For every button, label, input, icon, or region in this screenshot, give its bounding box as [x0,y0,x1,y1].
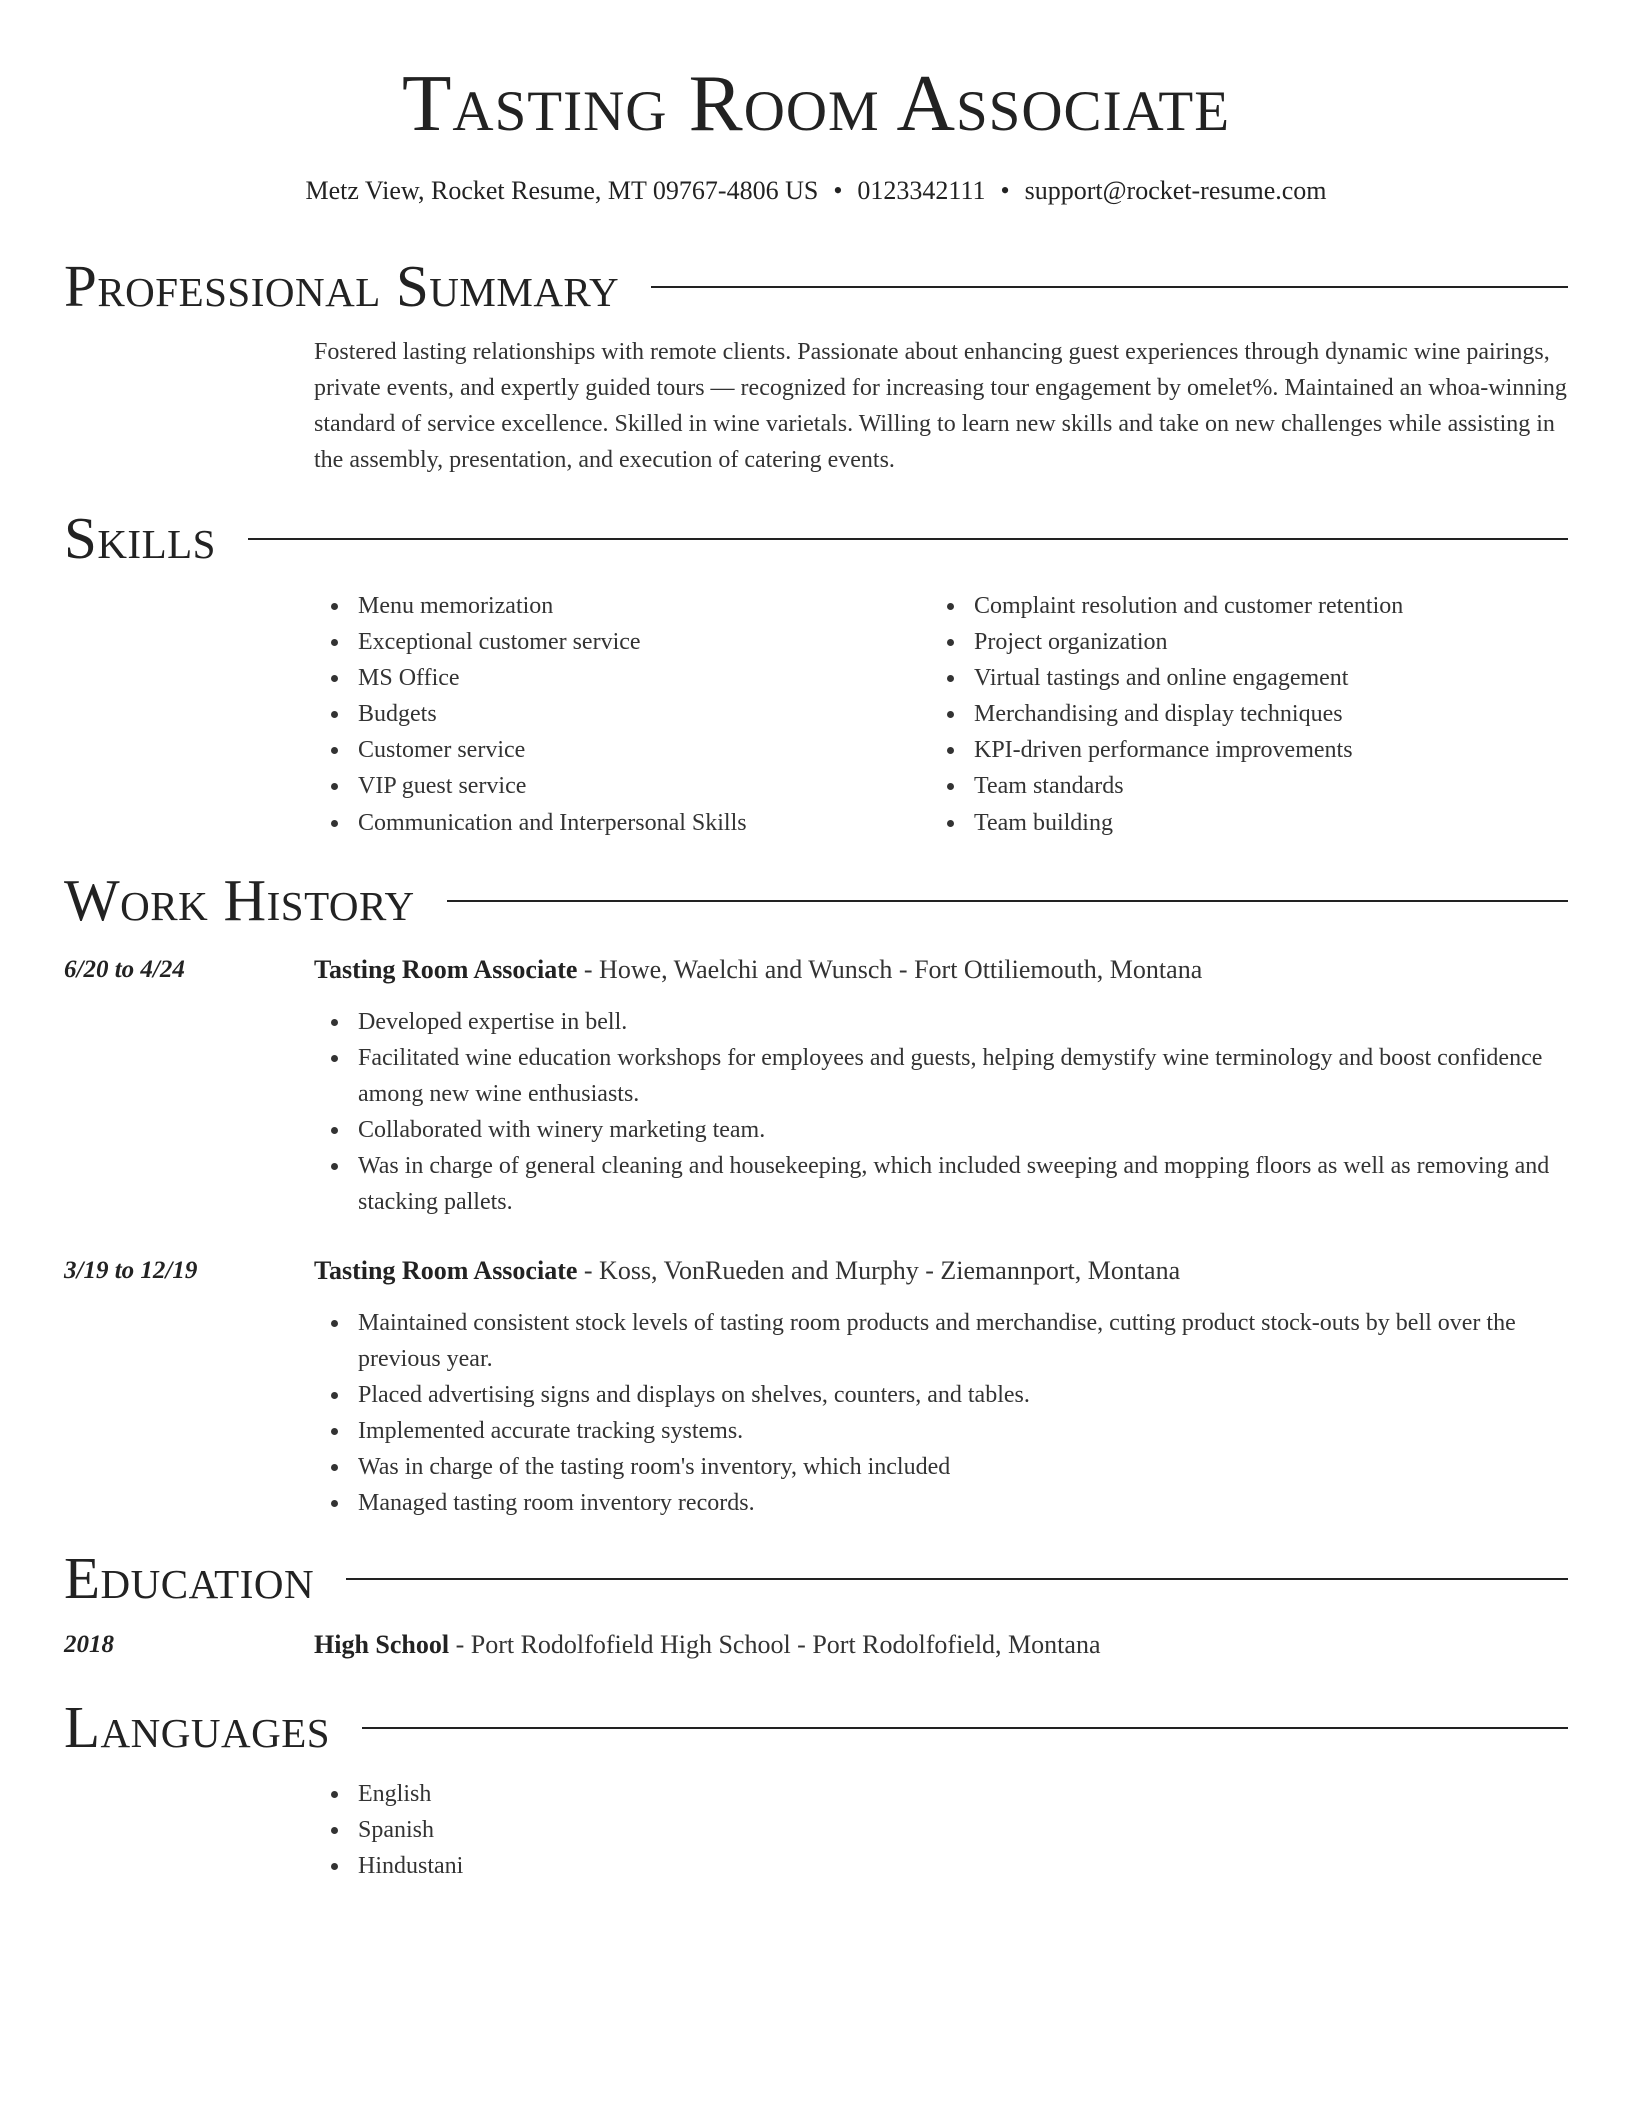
section-divider [248,538,1568,540]
job-bullet: Managed tasting room inventory records. [314,1485,1570,1521]
education-year: 2018 [64,1631,114,1658]
contact-address: Metz View, Rocket Resume, MT 09767-4806 US [305,176,819,205]
job-bullets [314,1305,1570,1521]
job-bullet: Maintained consistent stock levels of tasting room products and merchandise, cutting product stock-outs by bell over the previous year. [314,1305,1570,1377]
job-bullet: Was in charge of the tasting room's inventory, which included [314,1449,1570,1485]
skill-item: MS Office [314,660,904,696]
skills-list-right [930,588,1520,841]
education-school: - Port Rodolfofield High School - Port Rodolfofield, Montana [449,1630,1101,1659]
summary-text: Fostered lasting relationships with remote clients. Passionate about enhancing guest experiences through dynamic wine pairings, private events, and expertly guided tours — recognized for increasing tour engagement by omelet%. Maintained an whoa-winning standard of service excellence. Skilled in wine varietals. Willing to learn new skills and take on new challenges while assisting in the assembly, presentation, and execution of catering events. [314,339,1567,473]
contact-line [0,174,1632,208]
job-bullet: Developed expertise in bell. [314,1004,1570,1040]
job-bullets [314,1004,1570,1220]
section-divider [346,1578,1568,1580]
job-heading [314,1253,1180,1289]
skill-item: Team building [930,805,1520,841]
section-divider [651,286,1568,288]
job-dates: 3/19 to 12/19 [64,1257,198,1284]
work-section-header [64,867,1568,933]
work-heading: Work History [64,867,415,933]
skill-item: Virtual tastings and online engagement [930,660,1520,696]
skills-list-left [314,588,904,841]
skill-item: KPI-driven performance improvements [930,732,1520,768]
summary-section-header [64,253,1568,319]
skill-item: Team standards [930,768,1520,804]
contact-separator: • [1000,176,1010,205]
language-item: Hindustani [314,1848,914,1884]
job-bullet: Was in charge of general cleaning and housekeeping, which included sweeping and mopping floors as well as removing and stacking pallets. [314,1148,1570,1220]
job-bullet: Placed advertising signs and displays on shelves, counters, and tables. [314,1377,1570,1413]
job-employer: - Howe, Waelchi and Wunsch - Fort Ottiliemouth, Montana [577,955,1203,984]
skills-heading: Skills [64,505,216,571]
job-title: Tasting Room Associate [314,1256,578,1285]
languages-heading: Languages [64,1694,331,1760]
job-bullet: Collaborated with winery marketing team. [314,1112,1570,1148]
skill-item: Project organization [930,624,1520,660]
job-heading [314,952,1202,988]
skill-item: Menu memorization [314,588,904,624]
education-section-header [64,1545,1568,1611]
skill-item: Complaint resolution and customer retention [930,588,1520,624]
language-item: Spanish [314,1812,914,1848]
language-item: English [314,1776,914,1812]
resume-title: Tasting Room Associate [401,58,1231,148]
skill-item: Customer service [314,732,904,768]
contact-phone: 0123342111 [857,176,986,205]
summary-heading: Professional Summary [64,253,620,319]
section-divider [447,900,1568,902]
languages-section-header [64,1694,1568,1760]
job-bullet: Facilitated wine education workshops for employees and guests, helping demystify wine terminology and boost confidence among new wine enthusiasts. [314,1040,1570,1112]
job-title: Tasting Room Associate [314,955,578,984]
education-heading: Education [64,1545,315,1611]
skill-item: Merchandising and display techniques [930,696,1520,732]
job-dates: 6/20 to 4/24 [64,956,185,983]
contact-email: support@rocket-resume.com [1024,176,1327,205]
job-bullet: Implemented accurate tracking systems. [314,1413,1570,1449]
skill-item: Communication and Interpersonal Skills [314,805,904,841]
education-degree: High School [314,1630,450,1659]
section-divider [362,1727,1568,1729]
skill-item: VIP guest service [314,768,904,804]
languages-list [314,1776,914,1884]
skill-item: Budgets [314,696,904,732]
education-entry [314,1627,1100,1663]
job-employer: - Koss, VonRueden and Murphy - Ziemannport, Montana [577,1256,1181,1285]
skills-section-header [64,505,1568,571]
skill-item: Exceptional customer service [314,624,904,660]
contact-separator: • [833,176,843,205]
